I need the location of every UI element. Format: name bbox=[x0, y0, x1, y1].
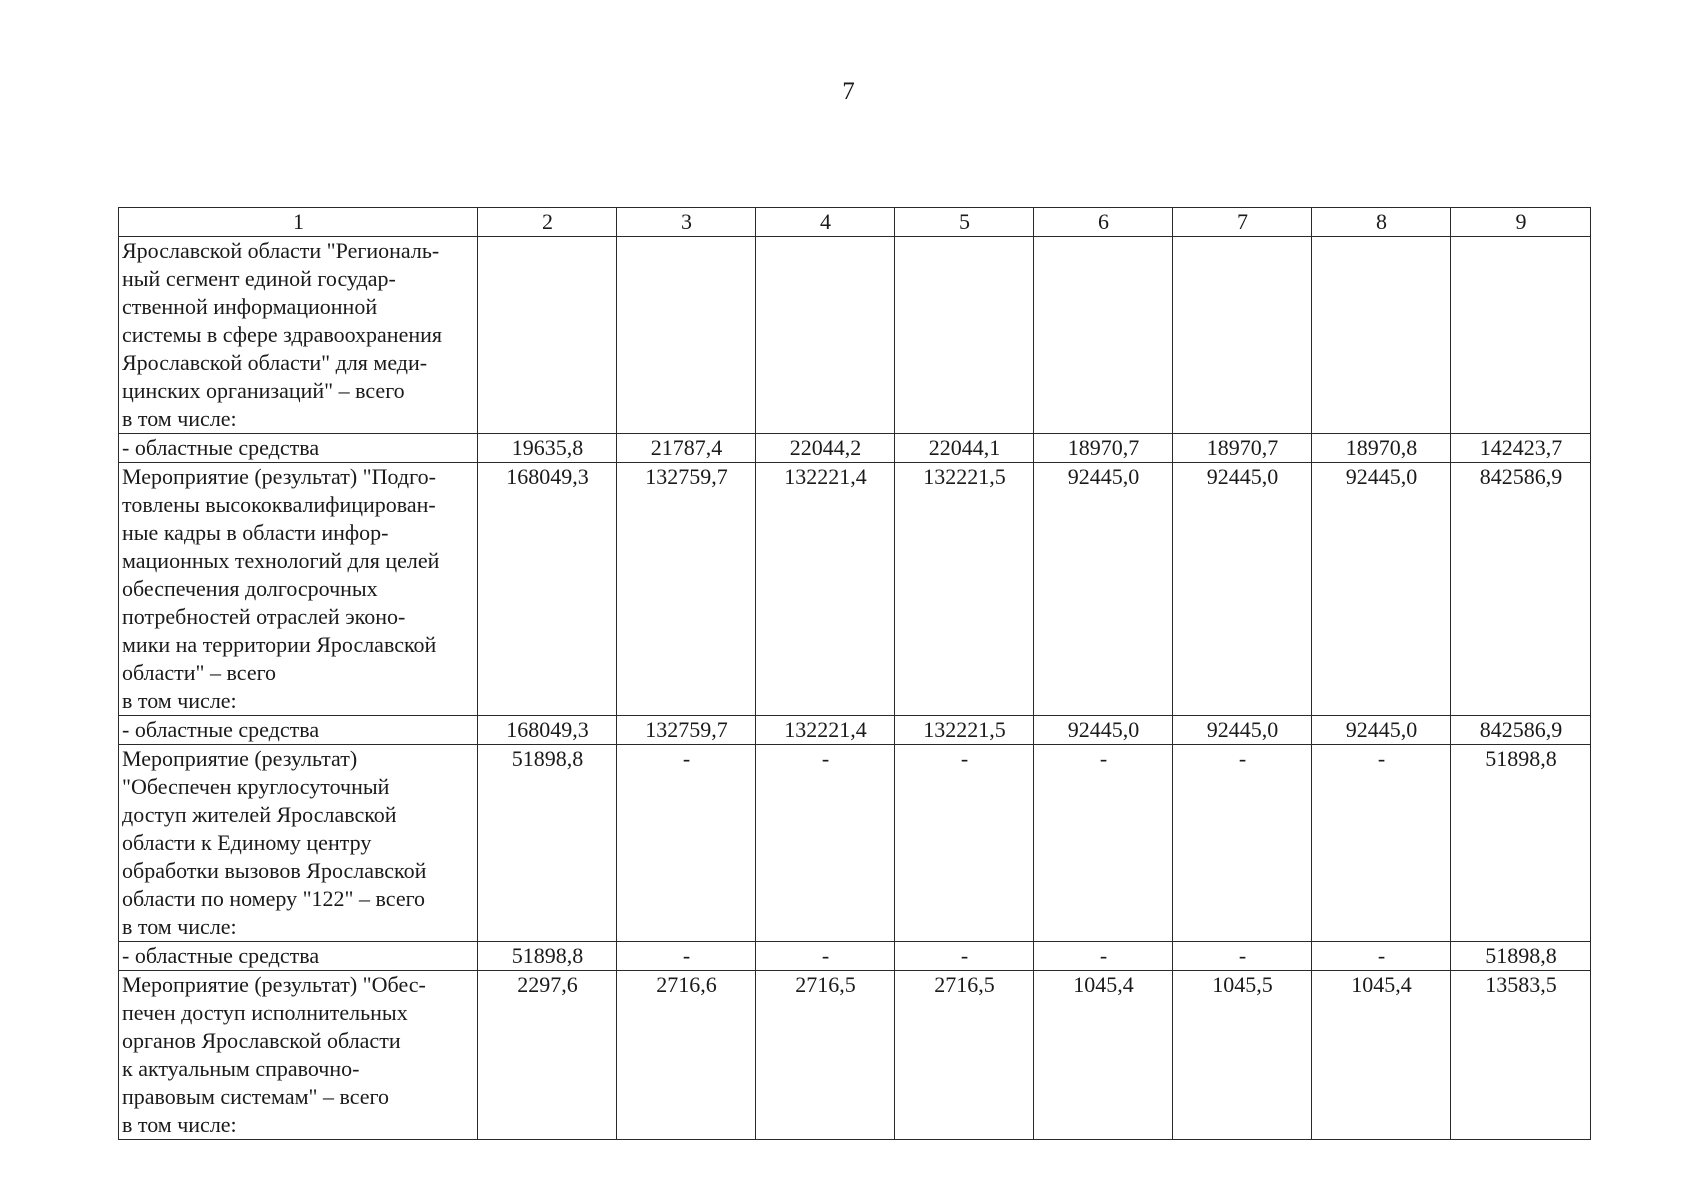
row-description: Мероприятие (результат) "Обеспечен круглосуточный доступ жителей Ярославской области к Единому центру обработки вызовов Ярославской области по номеру "122" – всего в том числе: bbox=[119, 745, 478, 942]
table-row bbox=[119, 237, 1591, 434]
value-cell: 2716,6 bbox=[617, 971, 756, 1140]
value-cell: 19635,8 bbox=[478, 434, 617, 463]
value-cell: 2716,5 bbox=[756, 971, 895, 1140]
column-number-9: 9 bbox=[1451, 208, 1591, 237]
value-cell: - bbox=[1173, 745, 1312, 942]
value-cell bbox=[756, 237, 895, 434]
value-cell: - bbox=[1034, 942, 1173, 971]
value-cell: 51898,8 bbox=[478, 745, 617, 942]
value-cell: 132221,5 bbox=[895, 463, 1034, 716]
column-number-6: 6 bbox=[1034, 208, 1173, 237]
value-cell: 21787,4 bbox=[617, 434, 756, 463]
row-description: Мероприятие (результат) "Подго- товлены высококвалифицирован- ные кадры в области инфор- мационных технологий для целей обеспечения долгосрочных потребностей отраслей эконо- мики на территории Ярославской области" – всего в том числе: bbox=[119, 463, 478, 716]
total-cell: 13583,5 bbox=[1451, 971, 1591, 1140]
value-cell: 92445,0 bbox=[1034, 463, 1173, 716]
value-cell: 1045,4 bbox=[1034, 971, 1173, 1140]
value-cell: 168049,3 bbox=[478, 716, 617, 745]
value-cell: 132759,7 bbox=[617, 463, 756, 716]
value-cell: 51898,8 bbox=[478, 942, 617, 971]
column-number-1: 1 bbox=[119, 208, 478, 237]
table-row bbox=[119, 971, 1591, 1140]
value-cell: 1045,5 bbox=[1173, 971, 1312, 1140]
table-row bbox=[119, 716, 1591, 745]
value-cell: - bbox=[1312, 745, 1451, 942]
value-cell: 22044,2 bbox=[756, 434, 895, 463]
value-cell: 22044,1 bbox=[895, 434, 1034, 463]
value-cell bbox=[895, 237, 1034, 434]
total-cell: 51898,8 bbox=[1451, 942, 1591, 971]
column-number-8: 8 bbox=[1312, 208, 1451, 237]
value-cell: - bbox=[756, 745, 895, 942]
table-row bbox=[119, 942, 1591, 971]
row-description: - областные средства bbox=[119, 716, 478, 745]
value-cell: 132221,5 bbox=[895, 716, 1034, 745]
column-number-5: 5 bbox=[895, 208, 1034, 237]
column-number-7: 7 bbox=[1173, 208, 1312, 237]
total-cell: 842586,9 bbox=[1451, 463, 1591, 716]
value-cell bbox=[617, 237, 756, 434]
table-row bbox=[119, 463, 1591, 716]
value-cell: - bbox=[895, 942, 1034, 971]
row-description: - областные средства bbox=[119, 942, 478, 971]
row-description: Мероприятие (результат) "Обес- печен доступ исполнительных органов Ярославской области к актуальным справочно- правовым системам" – всего в том числе: bbox=[119, 971, 478, 1140]
table-row bbox=[119, 434, 1591, 463]
total-cell: 142423,7 bbox=[1451, 434, 1591, 463]
value-cell: 2297,6 bbox=[478, 971, 617, 1140]
table-row bbox=[119, 745, 1591, 942]
value-cell bbox=[478, 237, 617, 434]
value-cell: - bbox=[895, 745, 1034, 942]
value-cell: - bbox=[617, 745, 756, 942]
value-cell: 92445,0 bbox=[1312, 463, 1451, 716]
column-number-2: 2 bbox=[478, 208, 617, 237]
total-cell bbox=[1451, 237, 1591, 434]
value-cell: - bbox=[1034, 745, 1173, 942]
table-header-row bbox=[119, 208, 1591, 237]
value-cell: 92445,0 bbox=[1173, 463, 1312, 716]
value-cell bbox=[1312, 237, 1451, 434]
column-number-4: 4 bbox=[756, 208, 895, 237]
value-cell: 92445,0 bbox=[1312, 716, 1451, 745]
value-cell: 168049,3 bbox=[478, 463, 617, 716]
row-description: Ярославской области "Региональ- ный сегмент единой государ- ственной информационной системы в сфере здравоохранения Ярославской области" для меди- цинских организаций" – всего в том числе: bbox=[119, 237, 478, 434]
value-cell: 18970,7 bbox=[1173, 434, 1312, 463]
value-cell: 132221,4 bbox=[756, 463, 895, 716]
value-cell: - bbox=[1312, 942, 1451, 971]
page-number: 7 bbox=[842, 78, 855, 105]
value-cell: 1045,4 bbox=[1312, 971, 1451, 1140]
value-cell bbox=[1173, 237, 1312, 434]
value-cell bbox=[1034, 237, 1173, 434]
value-cell: 18970,7 bbox=[1034, 434, 1173, 463]
value-cell: 2716,5 bbox=[895, 971, 1034, 1140]
value-cell: - bbox=[617, 942, 756, 971]
column-number-3: 3 bbox=[617, 208, 756, 237]
value-cell: - bbox=[1173, 942, 1312, 971]
value-cell: 18970,8 bbox=[1312, 434, 1451, 463]
value-cell: 132221,4 bbox=[756, 716, 895, 745]
value-cell: 92445,0 bbox=[1034, 716, 1173, 745]
value-cell: 132759,7 bbox=[617, 716, 756, 745]
total-cell: 51898,8 bbox=[1451, 745, 1591, 942]
value-cell: - bbox=[756, 942, 895, 971]
budget-table bbox=[118, 207, 1591, 1140]
value-cell: 92445,0 bbox=[1173, 716, 1312, 745]
row-description: - областные средства bbox=[119, 434, 478, 463]
total-cell: 842586,9 bbox=[1451, 716, 1591, 745]
